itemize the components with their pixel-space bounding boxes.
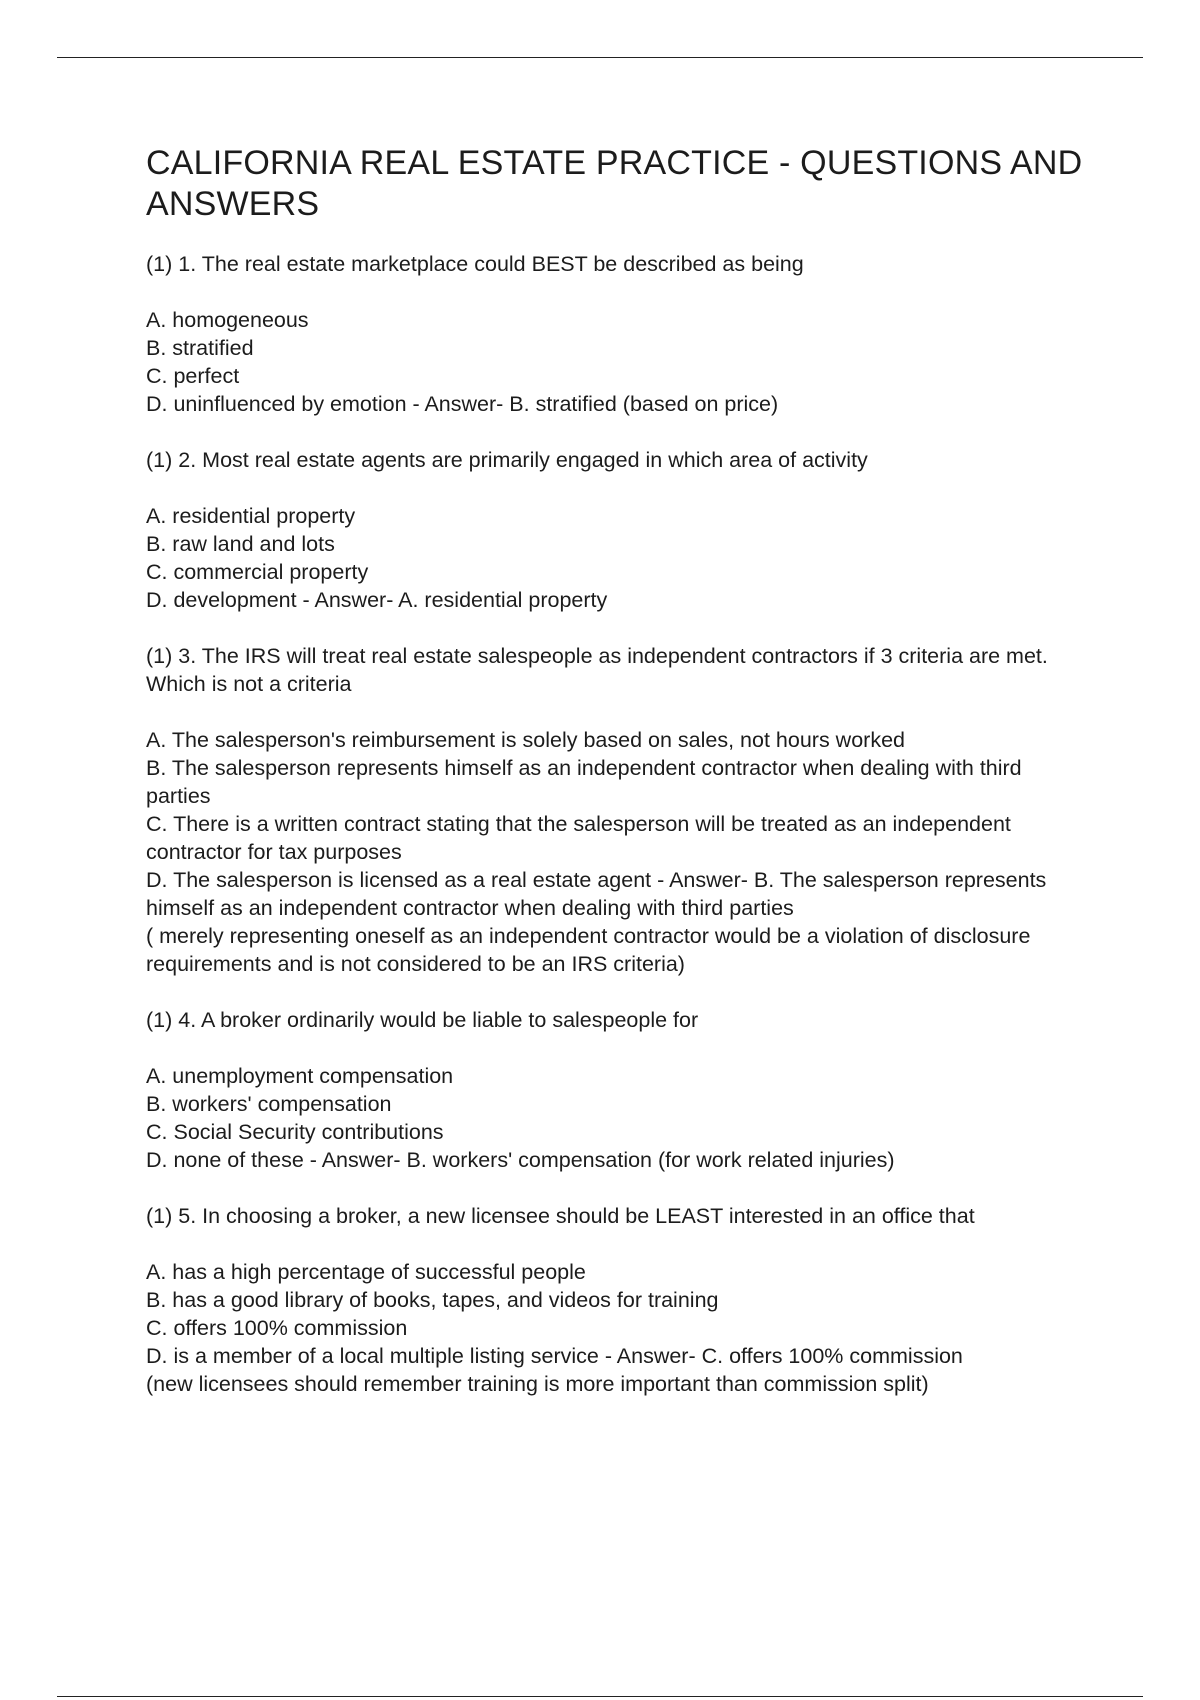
option-b: B. stratified — [146, 336, 254, 360]
answer-options — [146, 726, 1091, 978]
question-5 — [146, 1202, 1091, 1398]
answer-options — [146, 1258, 1091, 1398]
option-c: C. There is a written contract stating that the salesperson will be treated as an independent contractor for tax purposes — [146, 812, 1011, 864]
option-d-with-answer: D. uninfluenced by emotion - Answer- B. stratified (based on price) — [146, 392, 779, 416]
option-a: A. has a high percentage of successful people — [146, 1260, 586, 1284]
answer-options — [146, 1062, 1091, 1174]
question-stem: (1) 3. The IRS will treat real estate salespeople as independent contractors if 3 criteria are met. Which is not a criteria — [146, 644, 1048, 696]
question-stem: (1) 1. The real estate marketplace could BEST be described as being — [146, 252, 804, 276]
header-rule — [57, 57, 1143, 58]
question-stem: (1) 2. Most real estate agents are primarily engaged in which area of activity — [146, 448, 868, 472]
footer-rule — [57, 1696, 1143, 1697]
answer-options — [146, 306, 1091, 418]
answer-options — [146, 502, 1091, 614]
option-d-with-answer: D. development - Answer- A. residential property — [146, 588, 608, 612]
question-stem: (1) 4. A broker ordinarily would be liable to salespeople for — [146, 1008, 699, 1032]
question-4 — [146, 1006, 1091, 1174]
option-a: A. The salesperson's reimbursement is solely based on sales, not hours worked — [146, 728, 905, 752]
option-a: A. unemployment compensation — [146, 1064, 454, 1088]
answer-explanation: (new licensees should remember training is more important than commission split) — [146, 1372, 929, 1396]
option-c: C. Social Security contributions — [146, 1120, 444, 1144]
option-d-with-answer: D. The salesperson is licensed as a real estate agent - Answer- B. The salesperson represents himself as an independent contractor when dealing with third parties — [146, 868, 1047, 920]
option-d-with-answer: D. none of these - Answer- B. workers' compensation (for work related injuries) — [146, 1148, 895, 1172]
option-d-with-answer: D. is a member of a local multiple listing service - Answer- C. offers 100% commission — [146, 1344, 963, 1368]
option-c: C. perfect — [146, 364, 240, 388]
question-stem: (1) 5. In choosing a broker, a new licensee should be LEAST interested in an office that — [146, 1204, 975, 1228]
option-b: B. workers' compensation — [146, 1092, 392, 1116]
question-3 — [146, 642, 1091, 978]
option-a: A. homogeneous — [146, 308, 309, 332]
option-c: C. offers 100% commission — [146, 1316, 408, 1340]
document-body — [146, 143, 1091, 1426]
answer-explanation: ( merely representing oneself as an independent contractor would be a violation of disclosure requirements and is not considered to be an IRS criteria) — [146, 924, 1031, 976]
question-2 — [146, 446, 1091, 614]
option-a: A. residential property — [146, 504, 356, 528]
option-c: C. commercial property — [146, 560, 369, 584]
option-b: B. has a good library of books, tapes, and videos for training — [146, 1288, 719, 1312]
document-title: CALIFORNIA REAL ESTATE PRACTICE - QUESTIONS AND ANSWERS — [146, 144, 1083, 223]
option-b: B. The salesperson represents himself as an independent contractor when dealing with third parties — [146, 756, 1022, 808]
question-1 — [146, 250, 1091, 418]
option-b: B. raw land and lots — [146, 532, 335, 556]
